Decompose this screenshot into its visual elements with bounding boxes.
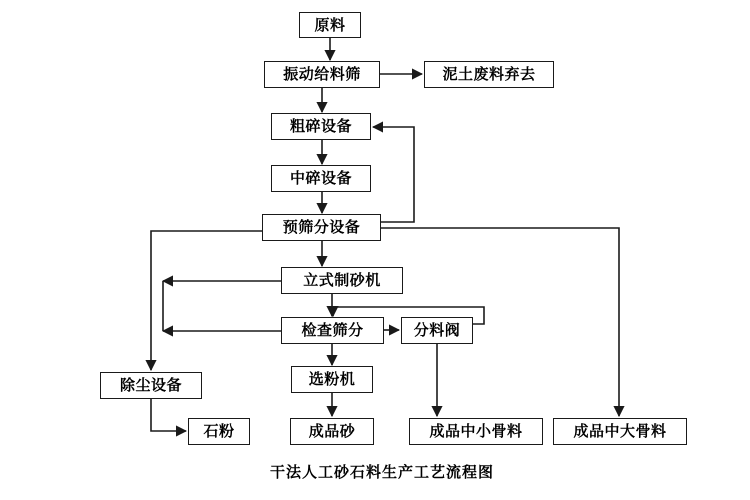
node-label: 成品砂: [308, 422, 356, 440]
node-label: 泥土废料弃去: [442, 65, 536, 83]
node-label: 原料: [314, 15, 346, 34]
node-label: 成品中大骨料: [573, 422, 667, 440]
node-medium-crusher[interactable]: [271, 165, 371, 192]
node-coarse-crusher[interactable]: [271, 113, 371, 140]
node-finished-medium-small-aggregate[interactable]: [409, 418, 543, 445]
node-label: 振动给料筛: [283, 65, 361, 83]
node-label: 预筛分设备: [282, 218, 361, 236]
node-finished-sand[interactable]: [290, 418, 374, 445]
node-split-valve[interactable]: [401, 317, 473, 344]
node-label: 中碎设备: [289, 169, 352, 187]
node-powder-separator[interactable]: [291, 366, 373, 393]
node-vibrating-feeder[interactable]: [264, 61, 380, 88]
node-label: 选粉机: [308, 370, 356, 388]
node-stone-powder[interactable]: [188, 418, 250, 445]
node-label: 立式制砂机: [303, 271, 381, 289]
node-check-screening[interactable]: [281, 317, 384, 344]
node-dust-removal[interactable]: [100, 372, 202, 399]
node-finished-medium-large-aggregate[interactable]: [553, 418, 687, 445]
node-vertical-sand-maker[interactable]: [281, 267, 403, 294]
node-label: 除尘设备: [119, 376, 182, 394]
diagram-title: 干法人工砂石料生产工艺流程图: [270, 463, 495, 481]
node-label: 分料阀: [413, 321, 461, 339]
node-raw-material[interactable]: [299, 12, 361, 38]
node-label: 检查筛分: [301, 321, 364, 339]
node-label: 粗碎设备: [289, 117, 352, 135]
node-label: 成品中小骨料: [429, 422, 523, 440]
node-label: 石粉: [203, 422, 235, 440]
node-pre-screening[interactable]: [262, 214, 381, 241]
node-mud-waste-discard[interactable]: [424, 61, 554, 88]
